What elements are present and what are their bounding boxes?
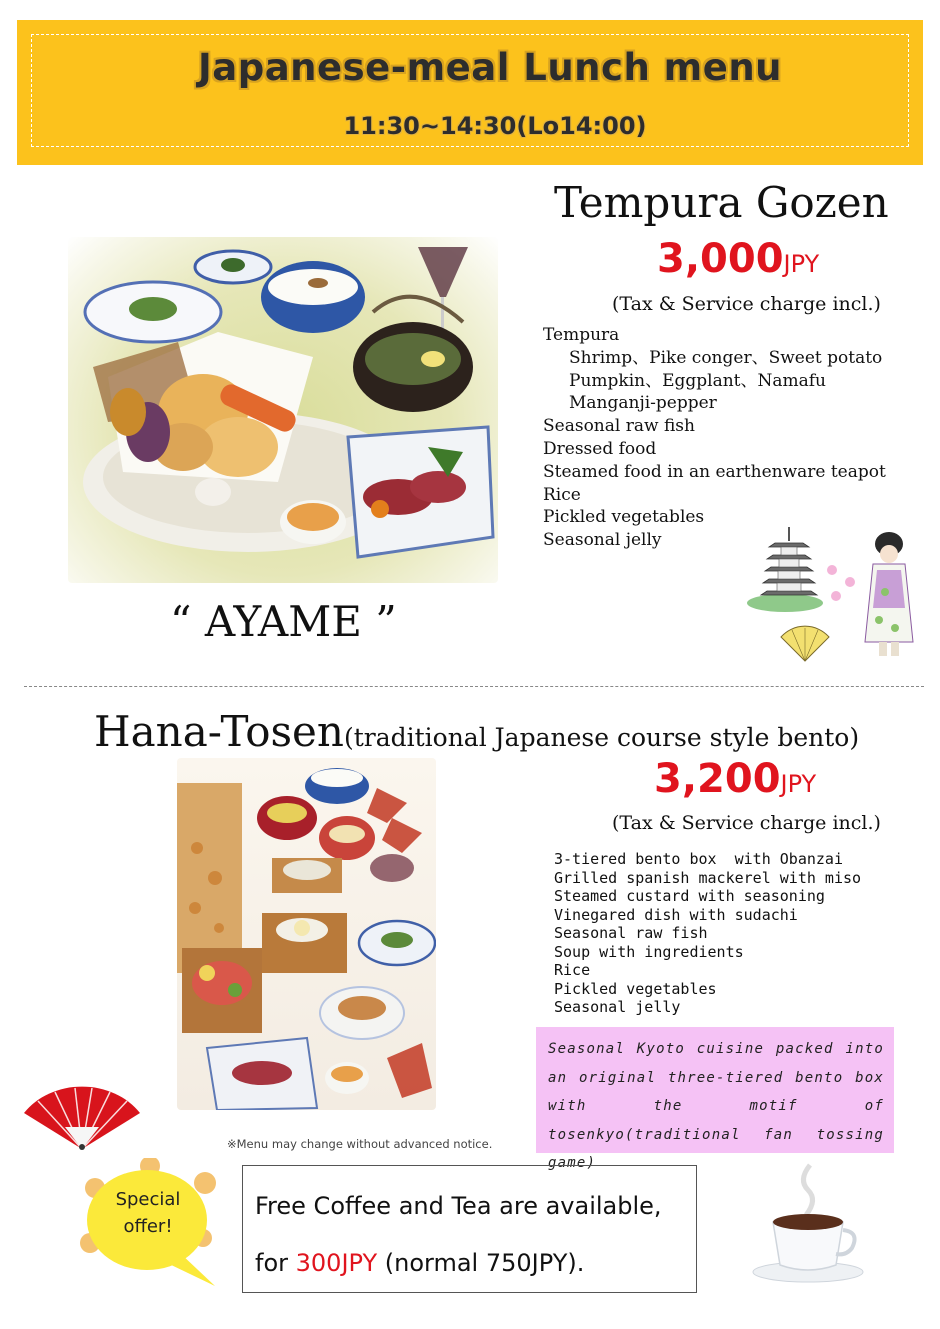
course1-name: “ AYAME ”: [170, 597, 397, 646]
list-item: Seasonal raw fish: [554, 924, 708, 942]
section-divider: [24, 686, 924, 687]
course1-tax-note: (Tax & Service charge incl.): [612, 293, 881, 315]
maiko-illustration: [855, 530, 920, 670]
list-item: Steamed custard with seasoning: [554, 887, 825, 905]
list-item: Shrimp、Pike conger、Sweet potato: [569, 347, 883, 368]
list-item: Seasonal raw fish: [543, 416, 695, 437]
list-item: Pickled vegetables: [543, 507, 705, 528]
tempura-gozen-photo: [68, 237, 498, 583]
list-item: Steamed food in an earthenware teapot: [543, 461, 886, 482]
list-item: Tempura: [543, 325, 620, 345]
list-item: Seasonal jelly: [554, 998, 681, 1016]
list-item: Dressed food: [543, 438, 657, 459]
course2-price-value: 3,200: [654, 756, 781, 802]
list-item: Rice: [554, 961, 591, 979]
special-offer-line2: offer!: [123, 1216, 173, 1237]
course1-title: Tempura Gozen: [554, 178, 889, 227]
course1-price: [657, 236, 819, 282]
menu-hours: 11:30~14:30(Lo14:00): [343, 112, 647, 140]
list-item: Manganji-pepper: [569, 393, 717, 414]
course2-name: Hana-Tosen: [94, 707, 344, 756]
coffee-cup-icon: [748, 1160, 868, 1285]
offer-line2-prefix: for: [255, 1249, 296, 1277]
special-offer-line1: Special: [115, 1189, 181, 1210]
offer-line2: [255, 1235, 696, 1292]
hana-tosen-photo: [177, 758, 436, 1110]
folding-fan-icon: [778, 625, 833, 665]
course2-title: [94, 707, 859, 756]
offer-line1: Free Coffee and Tea are available,: [255, 1192, 662, 1220]
menu-title: Japanese-meal Lunch menu: [197, 46, 783, 89]
list-item: Pumpkin、Eggplant、Namafu: [569, 370, 826, 391]
course2-description: Seasonal Kyoto cuisine packed into an original three-tiered bento box with the motif of tosenkyo(traditional fan tossing game): [536, 1027, 894, 1153]
menu-change-notice: ※Menu may change without advanced notice.: [227, 1137, 493, 1151]
list-item: Rice: [543, 484, 581, 505]
offer-line2-suffix: (normal 750JPY).: [377, 1249, 585, 1277]
special-offer-text: [96, 1186, 200, 1240]
list-item: Seasonal jelly: [543, 530, 662, 551]
course2-tax-note: (Tax & Service charge incl.): [612, 812, 881, 834]
course2-subtitle: (traditional Japanese course style bento): [343, 723, 860, 752]
list-item: 3-tiered bento box with Obanzai: [554, 850, 843, 868]
red-fan-icon: [20, 1083, 145, 1153]
course2-menu-list: [554, 850, 861, 1017]
list-item: Vinegared dish with sudachi: [554, 905, 798, 924]
course2-price: [654, 756, 816, 802]
list-item: Grilled spanish mackerel with miso: [554, 868, 862, 887]
course2-currency: JPY: [780, 770, 817, 798]
free-drink-offer: [242, 1165, 697, 1293]
list-item: Pickled vegetables: [554, 979, 717, 998]
offer-price: 300JPY: [295, 1249, 378, 1277]
course1-currency: JPY: [783, 250, 820, 278]
course1-price-value: 3,000: [657, 236, 784, 282]
course1-menu-list: [543, 324, 886, 552]
list-item: Soup with ingredients: [554, 942, 744, 961]
